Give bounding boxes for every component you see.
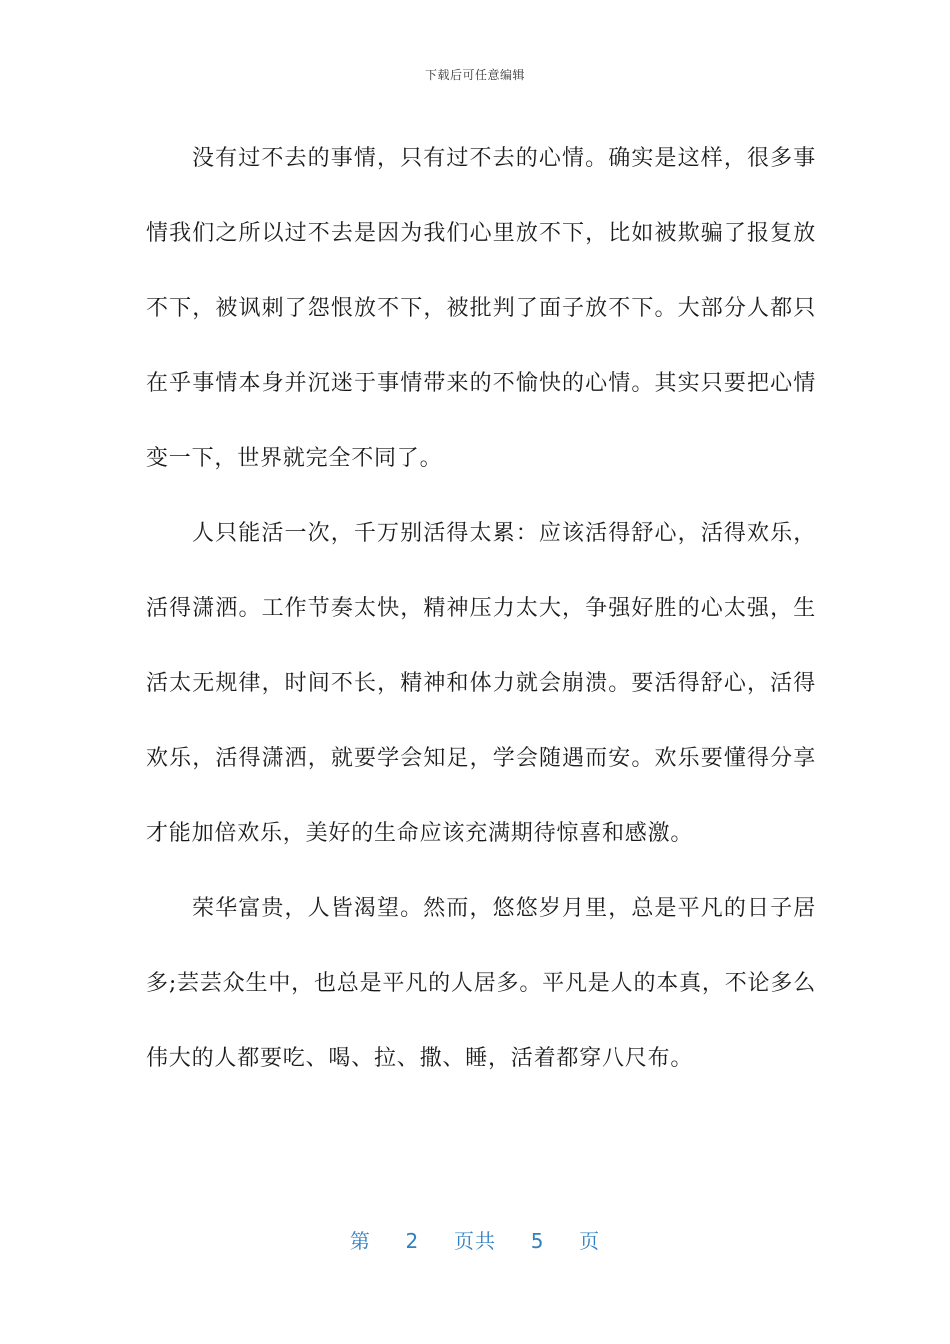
- paragraph-1: 没有过不去的事情，只有过不去的心情。确实是这样，很多事情我们之所以过不去是因为我们心里放不下，比如被欺骗了报复放不下，被讽刺了怨恨放不下，被批判了面子放不下。大部分人都只在乎事情本身并沉迷于事情带来的不愉快的心情。其实只要把心情变一下，世界就完全不同了。: [146, 146, 816, 471]
- page-mid: 页共: [454, 1229, 496, 1253]
- header-note: 下载后可任意编辑: [424, 68, 525, 82]
- paragraph-2: 人只能活一次，千万别活得太累：应该活得舒心，活得欢乐，活得潇洒。工作节奏太快，精神压力太大，争强好胜的心太强，生活太无规律，时间不长，精神和体力就会崩溃。要活得舒心，活得欢乐，活得潇洒，就要学会知足，学会随遇而安。欢乐要懂得分享才能加倍欢乐，美好的生命应该充满期待惊喜和感激。: [146, 521, 816, 846]
- page-suffix: 页: [579, 1229, 601, 1253]
- page-footer: [0, 1225, 950, 1254]
- paragraph-3: 荣华富贵，人皆渴望。然而，悠悠岁月里，总是平凡的日子居多;芸芸众生中，也总是平凡的人居多。平凡是人的本真，不论多么伟大的人都要吃、喝、拉、撒、睡，活着都穿八尺布。: [146, 896, 816, 1071]
- current-page-number: 2: [405, 1229, 420, 1253]
- page-prefix: 第: [349, 1229, 371, 1253]
- body-text: [146, 121, 816, 1096]
- total-pages-number: 5: [530, 1229, 545, 1253]
